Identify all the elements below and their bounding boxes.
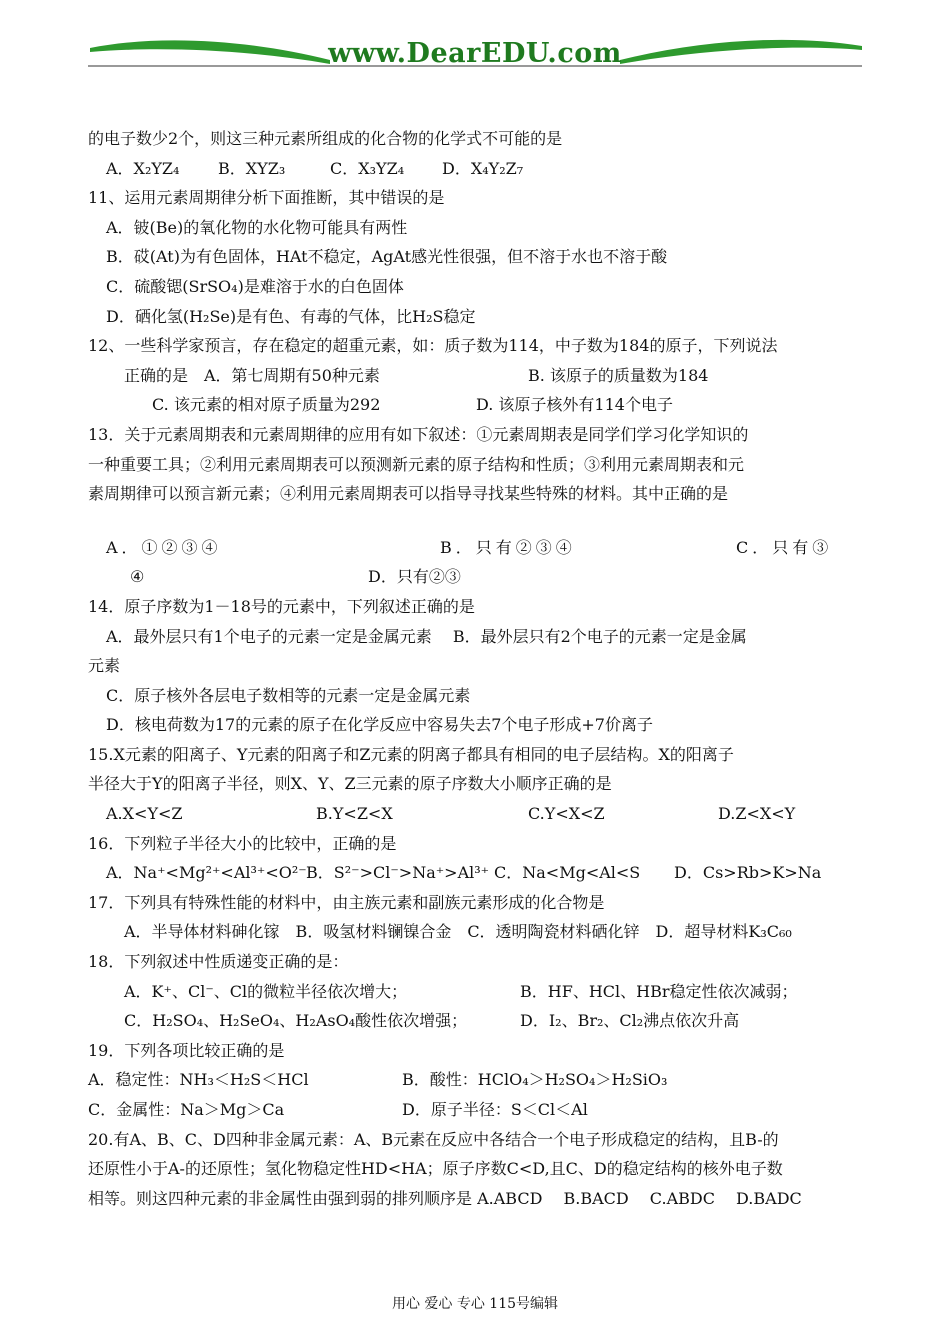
q15-option-b: B.Y<Z<X [316,804,393,824]
q18-option-c: C．H₂SO₄、H₂SeO₄、H₂AsO₄酸性依次增强； [124,1011,468,1031]
q16-option-a: A．Na⁺<Mg²⁺<Al³⁺<O²⁻ [106,863,307,883]
q10-option-a: A．X₂YZ₄ [106,158,180,178]
q10-option-b: B．XYZ₃ [218,158,286,178]
q15-stem-1: 15.X元素的阳离子、Y元素的阳离子和Z元素的阴离子都具有相同的电子层结构。X的阳离子 [88,744,734,764]
q13-option-c-cont: ④ [130,567,145,587]
page-footer: 用心 爱心 专心 115号编辑 [391,1296,559,1312]
q13-option-d: D．只有②③ [368,567,461,587]
q10-option-d: D．X₄Y₂Z₇ [442,158,524,178]
q18-option-a: A．K⁺、Cl⁻、Cl的微粒半径依次增大； [124,981,408,1001]
q11-option-b: B．砹(At)为有色固体，HAt不稳定，AgAt感光性很强，但不溶于水也不溶于酸 [106,247,668,267]
q15-options [88,799,866,829]
q13-option-a: A．①②③④ [106,537,222,557]
q13-option-c: C．只有③ [736,537,833,557]
text-line: 的电子数少2个，则这三种元素所组成的化合物的化学式不可能的是 [88,129,563,148]
q12-options-row1 [88,361,866,391]
q18-stem: 18．下列叙述中性质递变正确的是： [88,952,349,972]
q11-option-c: C．硫酸锶(SrSO₄)是难溶于水的白色固体 [106,276,404,296]
q10-options [88,154,866,184]
q12-option-b: B. 该原子的质量数为184 [528,365,709,385]
q19-stem: 19．下列各项比较正确的是 [88,1040,285,1060]
q13-option-b: B．只有②③④ [440,537,576,557]
q18-options-row1 [88,977,866,1007]
q20-stem-1: 20.有A、B、C、D四种非金属元素：A、B元素在反应中各结合一个电子形成稳定的结构，且B-的 [88,1129,779,1149]
q13-stem-1: 13．关于元素周期表和元素周期律的应用有如下叙述：①元素周期表是同学们学习化学知识的 [88,424,749,444]
q14-option-d: D．核电荷数为17的元素的原子在化学反应中容易失去7个电子形成+7价离子 [106,715,653,735]
q19-options-row2 [88,1095,866,1125]
q11-option-a: A．铍(Be)的氧化物的水化物可能具有两性 [106,217,408,237]
q11-option-d: D．硒化氢(H₂Se)是有色、有毒的气体，比H₂S稳定 [106,306,476,326]
q15-option-c: C.Y<X<Z [528,804,605,824]
q18-option-b: B．HF、HCl、HBr稳定性依次减弱； [520,981,798,1001]
site-logo-text: www.DearEDU.com [328,38,622,69]
q14-stem: 14．原子序数为1－18号的元素中，下列叙述正确的是 [88,596,475,616]
q19-option-d: D．原子半径：S＜Cl＜Al [402,1100,588,1119]
q13-options-row2 [88,562,866,592]
q15-stem-2: 半径大于Y的阳离子半径，则X、Y、Z三元素的原子序数大小顺序正确的是 [88,774,612,794]
q13-stem-3: 素周期律可以预言新元素；④利用元素周期表可以指导寻找某些特殊的材料。其中正确的是 [88,484,729,504]
q19-option-c: C．金属性：Na＞Mg＞Ca [88,1100,285,1119]
q16-option-b: B．S²⁻>Cl⁻>Na⁺>Al³⁺ [306,863,490,883]
page-header [0,0,950,80]
q17-stem: 17．下列具有特殊性能的材料中，由主族元素和副族元素形成的化合物是 [88,892,605,912]
q12-options-row2 [88,390,866,420]
q16-option-c: C．Na<Mg<Al<S [494,863,641,883]
q19-option-a: A．稳定性：NH₃＜H₂S＜HCl [88,1070,309,1090]
q12-option-c: C. 该元素的相对原子质量为292 [152,395,381,415]
q12-stem: 12、一些科学家预言，存在稳定的超重元素，如：质子数为114，中子数为184的原子，下列说法 [88,336,778,356]
q11-stem: 11、运用元素周期律分析下面推断，其中错误的是 [88,188,445,208]
document-body [88,124,866,1213]
q16-option-d: D．Cs>Rb>K>Na [674,863,822,883]
q17-options: A．半导体材料砷化镓 B．吸氢材料镧镍合金 C．透明陶瓷材料硒化锌 D．超导材料K₃C₆₀ [124,922,792,942]
q14-option-ab-cont: 元素 [88,656,121,676]
q10-option-c: C．X₃YZ₄ [330,158,405,178]
q12-option-d: D. 该原子核外有114个电子 [476,395,673,415]
q19-option-b: B．酸性：HClO₄＞H₂SO₄＞H₂SiO₃ [402,1070,668,1090]
q18-option-d: D．I₂、Br₂、Cl₂沸点依次升高 [520,1011,740,1031]
q15-option-a: A.X<Y<Z [106,804,183,824]
q13-options-row1 [88,533,866,563]
q15-option-d: D.Z<X<Y [718,804,796,824]
q14-option-c: C．原子核外各层电子数相等的元素一定是金属元素 [106,685,471,705]
q18-options-row2 [88,1006,866,1036]
q13-stem-2: 一种重要工具；②利用元素周期表可以预测新元素的原子结构和性质；③利用元素周期表和元 [88,454,745,474]
q16-options [88,858,866,888]
q12-option-a: 正确的是 A．第七周期有50种元素 [124,365,380,385]
q14-option-ab: A．最外层只有1个电子的元素一定是金属元素 B．最外层只有2个电子的元素一定是金属 [106,626,747,646]
q19-options-row1 [88,1065,866,1095]
q16-stem: 16．下列粒子半径大小的比较中，正确的是 [88,833,397,853]
q20-stem-2: 还原性小于A-的还原性；氢化物稳定性HD<HA；原子序数C<D,且C、D的稳定结构的核外电子数 [88,1159,783,1179]
q20-stem-3: 相等。则这四种元素的非金属性由强到弱的排列顺序是 A.ABCD B.BACD C.ABDC D.BADC [88,1188,802,1208]
